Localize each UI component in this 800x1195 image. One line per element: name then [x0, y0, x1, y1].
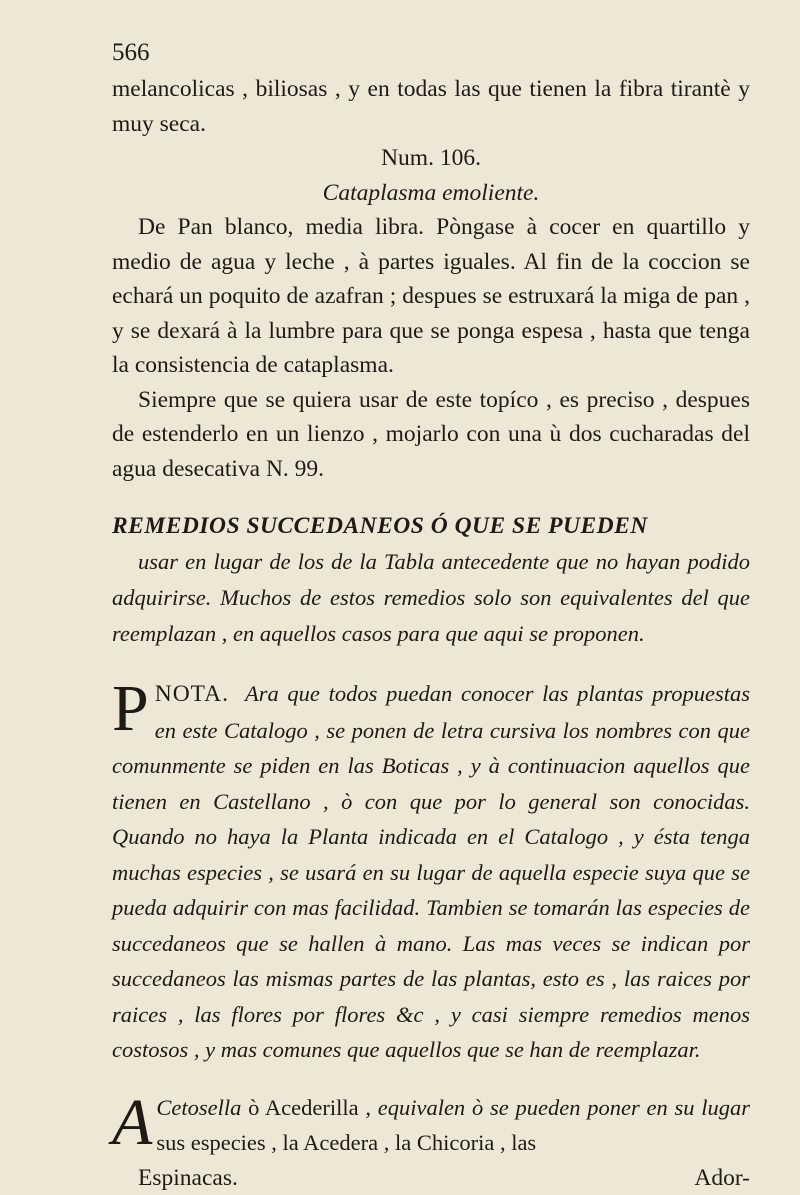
nota-dropcap: P	[112, 672, 149, 745]
entry-name-roman: ò Acederilla ,	[248, 1094, 371, 1120]
entry-last-word: Espinacas.	[138, 1164, 238, 1191]
last-line	[112, 1161, 750, 1195]
entry-dropcap: A	[112, 1085, 153, 1159]
page-number: 566	[112, 39, 150, 66]
nota-text: Ara que todos puedan conocer las plantas propuestas en este Catalogo , se ponen de letra cursiva los nombres con que comunmente se piden en las Boticas , y à continuacion aquellos que tienen en Castellano , ò con que por lo general son conocidas. Quando no haya la Planta indicada en el Catalogo , y ésta tenga muchas especies , se usará en su lugar de aquella especie suya que se pueda adquirir con mas facilidad. Tambien se tomarán las especies de succedaneos que se hallen à mano. Las mas veces se indican por succedaneos las mismas partes de las plantas, esto es , las raices por raices , las flores por flores &c , y casi siempre remedios menos costosos , y mas comunes que aquellos que se han de reemplazar.	[112, 681, 750, 1062]
recipe-title: Cataplasma emoliente.	[322, 179, 540, 206]
nota-label: NOTA.	[154, 681, 229, 707]
entry-name-italic: Cetosella	[156, 1094, 242, 1120]
entry-tail: sus especies , la Acedera , la Chicoria , las	[156, 1130, 537, 1155]
recipe-number: Num. 106.	[381, 145, 481, 171]
intro-paragraph: melancolicas , biliosas , y en todas las que tienen la fibra tirantè y muy seca.	[112, 76, 750, 137]
entry-mid-italic: equivalen ò se pueden poner en su lugar	[377, 1094, 750, 1120]
recipe-paragraph-1: De Pan blanco, media libra. Pòngase à cocer en quartillo y medio de agua y leche , à partes iguales. Al fin de la coccion se echará un poquito de azafran ; despues se estruxará la miga de pan , y se dexará à la lumbre para que se ponga espesa , hasta que tenga la consistencia de cataplasma.	[112, 214, 750, 378]
catchword: Ador-	[694, 1164, 750, 1191]
section-subheading: usar en lugar de los de la Tabla antecedente que no hayan podido adquirirse. Muchos de estos remedios solo son equivalentes del que reemplazan , en aquellos casos para que aqui se proponen.	[112, 549, 750, 646]
catalog-entry	[112, 1085, 750, 1161]
recipe-paragraph-2: Siempre que se quiera usar de este topíco , es preciso , despues de estenderlo en un lienzo , mojarlo con una ù dos cucharadas del agua desecativa N. 99.	[112, 386, 750, 482]
nota-paragraph	[112, 672, 750, 1068]
section-heading: REMEDIOS SUCCEDANEOS Ó QUE SE PUEDEN	[112, 513, 648, 539]
